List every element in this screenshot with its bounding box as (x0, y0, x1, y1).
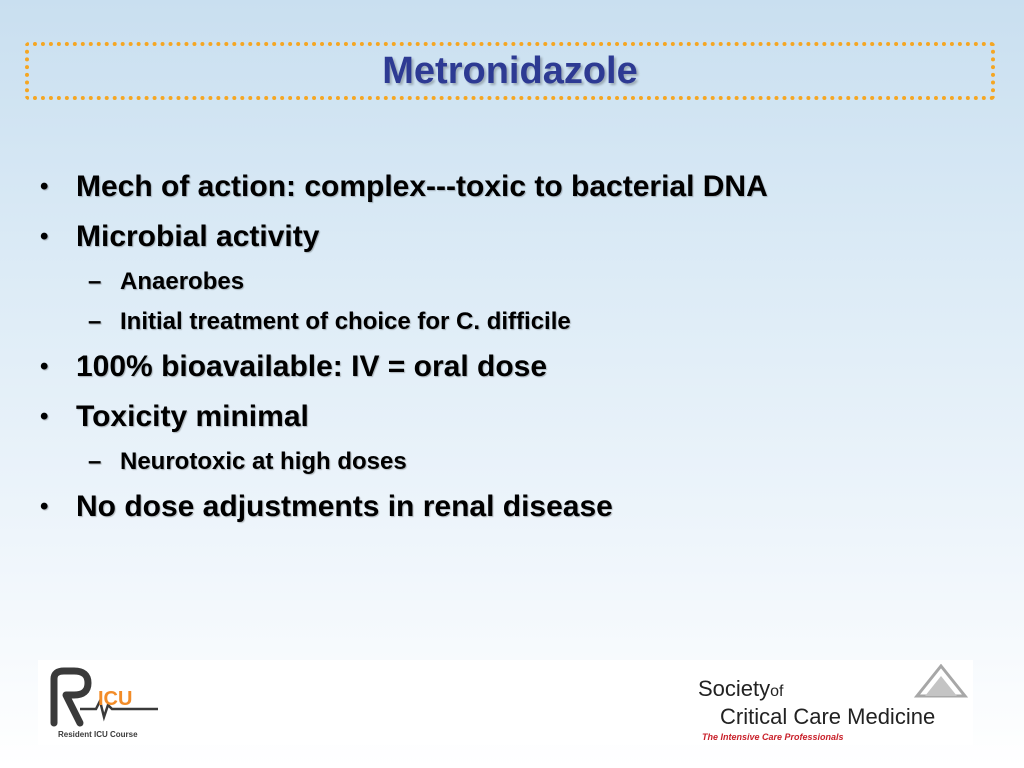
bullet-renal: • No dose adjustments in renal disease (40, 490, 613, 523)
sccm-logo (698, 664, 973, 744)
title-box (25, 42, 995, 100)
bullet-mechanism: • Mech of action: complex---toxic to bacterial DNA (40, 170, 768, 203)
bullet-mark: • (40, 353, 49, 380)
sccm-tagline: The Intensive Care Professionals (702, 732, 844, 742)
sccm-triangle-icon (913, 664, 969, 700)
bullet-mark: • (40, 403, 49, 430)
bullet-mark: • (40, 493, 49, 520)
sccm-line-2: Critical Care Medicine (720, 704, 936, 729)
sub-bullet-mark: – (88, 448, 102, 475)
sub-bullet-mark: – (88, 308, 102, 335)
sub-bullet-anaerobes: – Anaerobes (88, 268, 245, 295)
ricu-logo (40, 665, 170, 743)
bullet-microbial-activity: • Microbial activity (40, 220, 320, 253)
ricu-course-name: Resident ICU Course (58, 730, 138, 739)
bullet-bioavailability: • 100% bioavailable: IV = oral dose (40, 350, 548, 383)
slide-title: Metronidazole (382, 49, 638, 92)
bullet-mark: • (40, 173, 49, 200)
sccm-line-1: Societyof (698, 676, 784, 701)
bullet-mark: • (40, 223, 49, 250)
sub-bullet-neurotoxic: – Neurotoxic at high doses (88, 448, 407, 475)
sub-bullet-mark: – (88, 268, 102, 295)
bullet-toxicity: • Toxicity minimal (40, 400, 309, 433)
ricu-icu-letters: ICU (98, 688, 133, 710)
ricu-r-mark (54, 671, 88, 723)
sub-bullet-c-difficile: – Initial treatment of choice for C. difficile (88, 308, 571, 335)
